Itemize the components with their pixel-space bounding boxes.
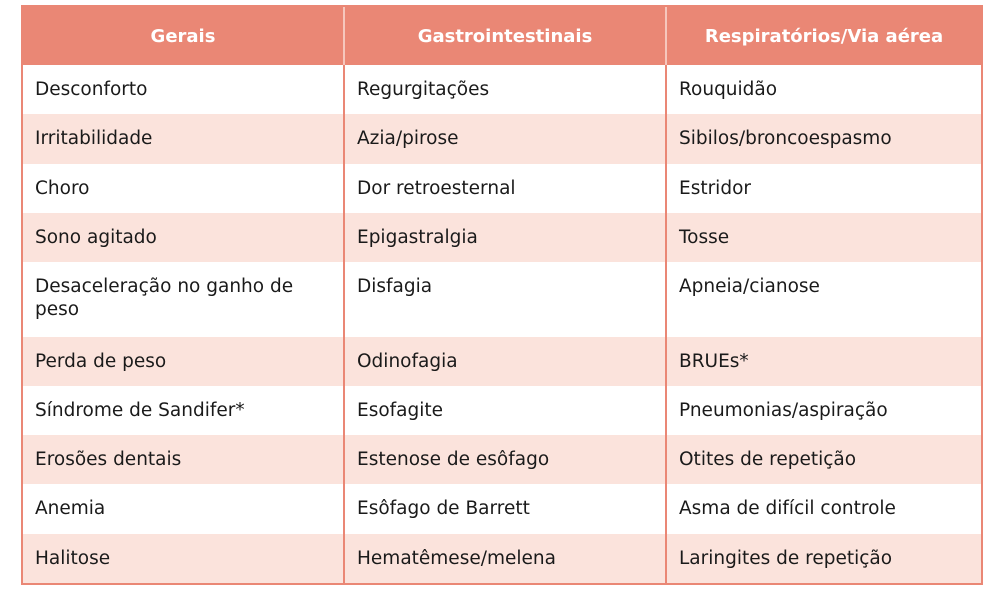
table-cell: Estridor	[666, 164, 981, 213]
table-row	[23, 337, 981, 386]
table-row	[23, 386, 981, 435]
table-cell: Estenose de esôfago	[344, 435, 666, 484]
table-cell: Halitose	[23, 534, 344, 583]
table-cell: Perda de peso	[23, 337, 344, 386]
table-cell: Irritabilidade	[23, 114, 344, 163]
header-row	[23, 7, 981, 65]
symptoms-table-container	[21, 5, 983, 585]
table-cell: Regurgitações	[344, 65, 666, 114]
table-cell: Sono agitado	[23, 213, 344, 262]
table-cell: Apneia/cianose	[666, 262, 981, 336]
symptoms-table	[23, 7, 981, 583]
table-cell: Dor retroesternal	[344, 164, 666, 213]
table-cell: BRUEs*	[666, 337, 981, 386]
table-cell: Sibilos/broncoespasmo	[666, 114, 981, 163]
table-cell: Choro	[23, 164, 344, 213]
table-row	[23, 534, 981, 583]
table-cell: Tosse	[666, 213, 981, 262]
column-header-respiratorios: Respiratórios/Via aérea	[666, 7, 981, 65]
table-row	[23, 435, 981, 484]
table-cell: Disfagia	[344, 262, 666, 336]
table-cell: Desconforto	[23, 65, 344, 114]
table-body	[23, 65, 981, 583]
column-header-gerais: Gerais	[23, 7, 344, 65]
table-row	[23, 484, 981, 533]
table-header	[23, 7, 981, 65]
table-row	[23, 164, 981, 213]
table-cell: Esofagite	[344, 386, 666, 435]
table-cell: Síndrome de Sandifer*	[23, 386, 344, 435]
table-cell: Azia/pirose	[344, 114, 666, 163]
table-cell: Asma de difícil controle	[666, 484, 981, 533]
table-row	[23, 213, 981, 262]
table-cell: Desaceleração no ganho de peso	[23, 262, 344, 336]
table-cell: Hematêmese/melena	[344, 534, 666, 583]
table-row	[23, 65, 981, 114]
table-row	[23, 262, 981, 336]
table-cell: Erosões dentais	[23, 435, 344, 484]
table-row	[23, 114, 981, 163]
table-cell: Rouquidão	[666, 65, 981, 114]
table-cell: Odinofagia	[344, 337, 666, 386]
column-header-gastrointestinais: Gastrointestinais	[344, 7, 666, 65]
table-cell: Laringites de repetição	[666, 534, 981, 583]
table-cell: Epigastralgia	[344, 213, 666, 262]
table-cell: Pneumonias/aspiração	[666, 386, 981, 435]
table-cell: Anemia	[23, 484, 344, 533]
table-cell: Otites de repetição	[666, 435, 981, 484]
table-cell: Esôfago de Barrett	[344, 484, 666, 533]
